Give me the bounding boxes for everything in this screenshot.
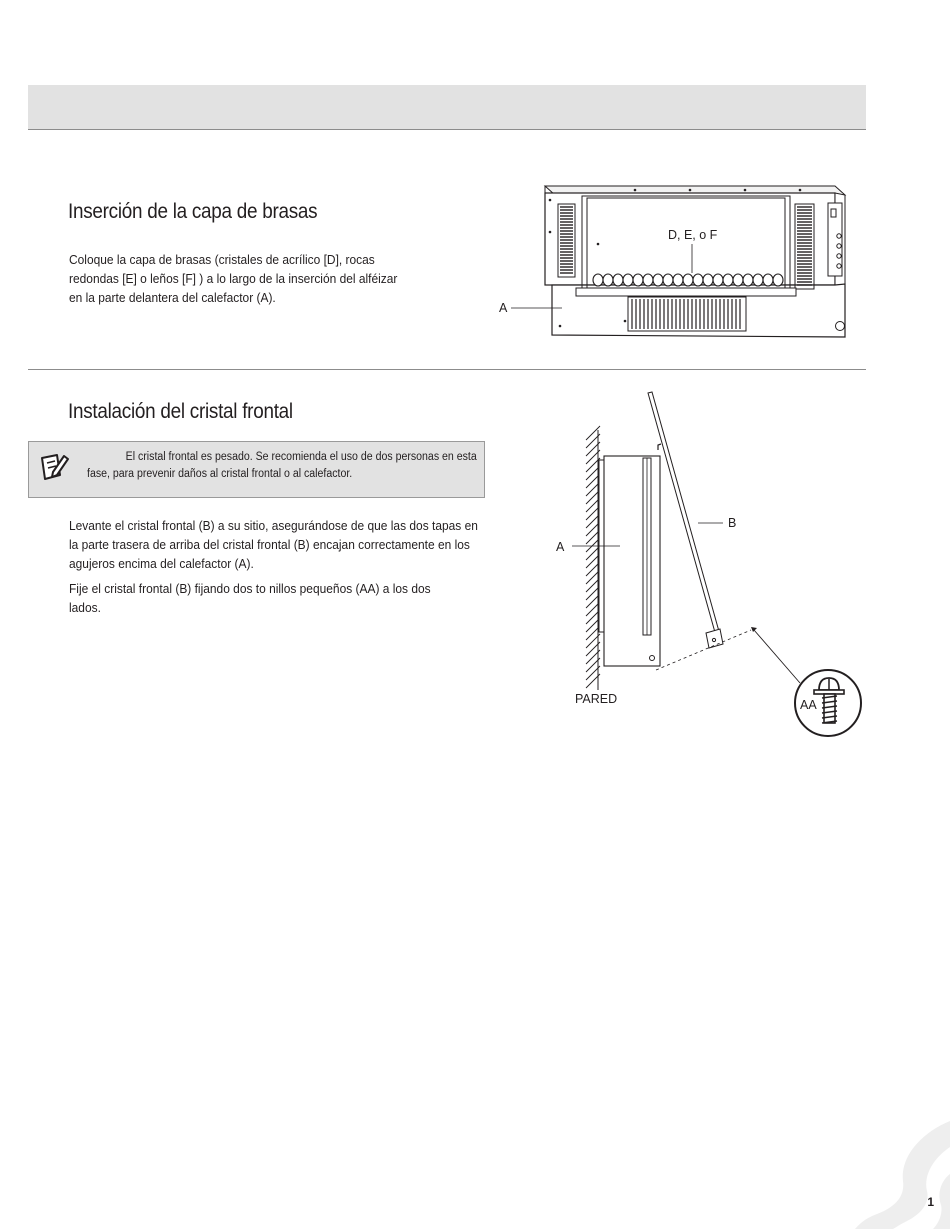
fireplace-ember-diagram: [490, 176, 870, 348]
heater-side-label: A: [556, 540, 565, 554]
section-title-front-glass: Instalación del cristal frontal: [68, 400, 293, 423]
section-divider: [28, 369, 866, 370]
caution-note: [28, 441, 485, 498]
heater-label: A: [499, 301, 508, 315]
glass-install-instructions: Levante el cristal frontal (B) a su sitio, asegurándose de que las dos tapas en la parte trasera de arriba del cristal frontal (B) encajan correctamente en los agujeros encima del calefactor (A).: [69, 518, 478, 571]
page-number: 1: [927, 1195, 934, 1209]
glass-label: B: [728, 516, 737, 530]
wall-label: PARED: [575, 692, 618, 706]
embers-label: D, E, o F: [668, 228, 718, 242]
glass-screw-instructions: Fije el cristal frontal (B) fijando dos to nillos pequeños (AA) a los dos lados.: [69, 581, 431, 615]
front-glass-side-diagram: [548, 385, 868, 745]
flame-icon: [855, 1119, 950, 1229]
caution-note-text: El cristal frontal es pesado. Se recomienda el uso de dos personas en esta fase, para prevenir daños al cristal frontal o al calefactor.: [87, 451, 477, 480]
section-title-ember-bed: Inserción de la capa de brasas: [68, 200, 318, 223]
header-band: [28, 85, 866, 130]
screw-label: AA: [800, 698, 817, 712]
ember-bed-instructions: Coloque la capa de brasas (cristales de acrílico [D], rocas redondas [E] o leños [F] ) a lo largo de la inserción del alféizar en la parte delantera del calefactor (A).: [69, 252, 398, 305]
pencil-note-icon: [37, 450, 71, 484]
